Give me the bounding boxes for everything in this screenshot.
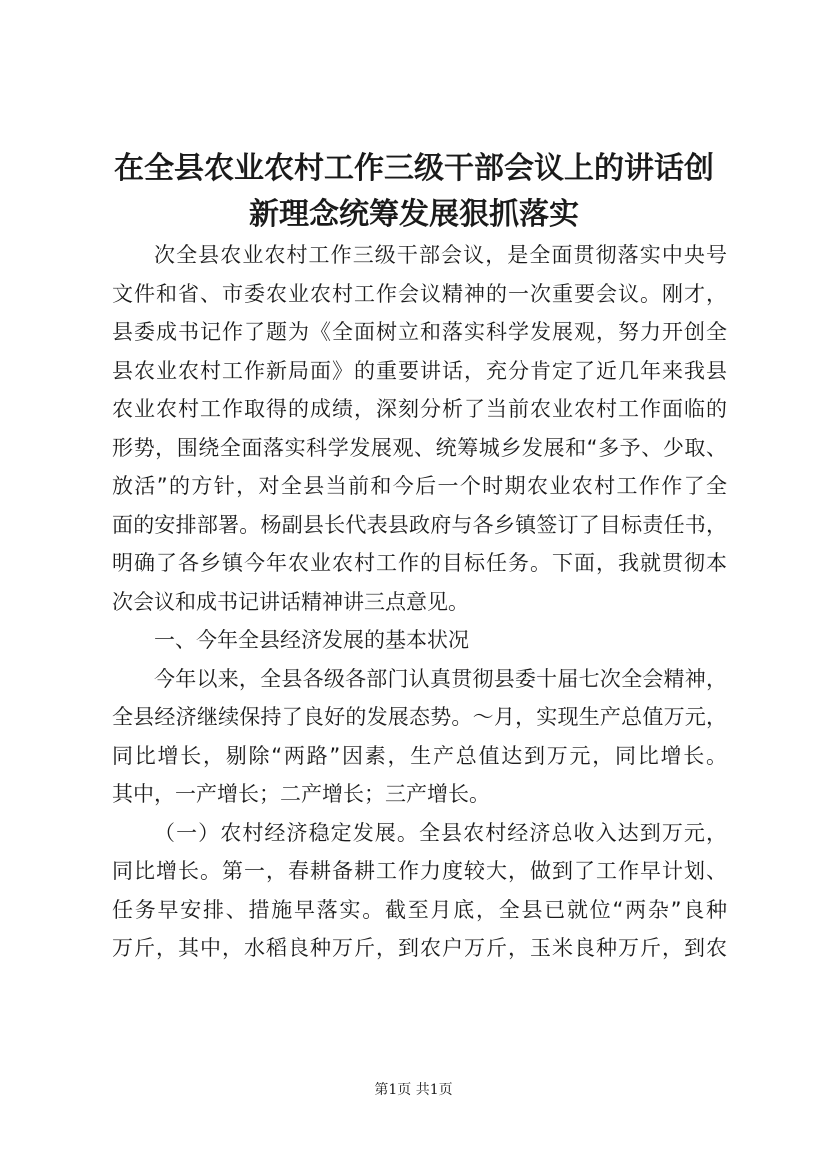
section-heading: 一、今年全县经济发展的基本状况 bbox=[154, 628, 469, 652]
document-title bbox=[100, 146, 728, 238]
body-line: 全县经济继续保持了良好的发展态势。～月，实现生产总值万元， bbox=[112, 705, 727, 729]
body-line: 同比增长。第一，春耕备耕工作力度较大，做到了工作早计划、 bbox=[112, 859, 727, 883]
body-line: 任务早安排、措施早落实。截至月底，全县已就位“两杂”良种 bbox=[112, 897, 727, 922]
body-line: 县委成书记作了题为《全面树立和落实科学发展观，努力开创全 bbox=[112, 320, 727, 344]
body-line: 次会议和成书记讲话精神讲三点意见。 bbox=[112, 589, 469, 614]
title-line: 新理念统筹发展狠抓落实 bbox=[249, 197, 579, 232]
body-line: 今年以来，全县各级各部门认真贯彻县委十届七次全会精神， bbox=[154, 666, 727, 691]
body-line: 放活”的方针，对全县当前和今后一个时期农业农村工作作了全 bbox=[112, 474, 727, 498]
body-line: 文件和省、市委农业农村工作会议精神的一次重要会议。刚才， bbox=[112, 281, 727, 306]
body-line: 明确了各乡镇今年农业农村工作的目标任务。下面，我就贯彻本 bbox=[112, 551, 727, 575]
subsection-line: （一）农村经济稳定发展。全县农村经济总收入达到万元， bbox=[154, 820, 727, 845]
page-footer: 第1页 共1页 bbox=[374, 1082, 453, 1098]
document-body bbox=[112, 236, 727, 968]
body-line: 面的安排部署。杨副县长代表县政府与各乡镇签订了目标责任书， bbox=[112, 512, 727, 537]
body-line: 其中，一产增长；二产增长；三产增长。 bbox=[112, 782, 490, 806]
body-line: 县农业农村工作新局面》的重要讲话，充分肯定了近几年来我县 bbox=[112, 358, 727, 383]
body-line: 次全县农业农村工作三级干部会议，是全面贯彻落实中央号 bbox=[154, 243, 727, 267]
title-line: 在全县农业农村工作三级干部会议上的讲话创 bbox=[114, 151, 714, 186]
body-line: 形势，围绕全面落实科学发展观、统筹城乡发展和“多予、少取、 bbox=[112, 435, 727, 460]
body-line: 同比增长，剔除“两路”因素，生产总值达到万元，同比增长。 bbox=[112, 743, 727, 768]
body-line: 万斤，其中，水稻良种万斤，到农户万斤，玉米良种万斤，到农 bbox=[112, 936, 727, 960]
body-line: 农业农村工作取得的成绩，深刻分析了当前农业农村工作面临的 bbox=[112, 397, 727, 421]
